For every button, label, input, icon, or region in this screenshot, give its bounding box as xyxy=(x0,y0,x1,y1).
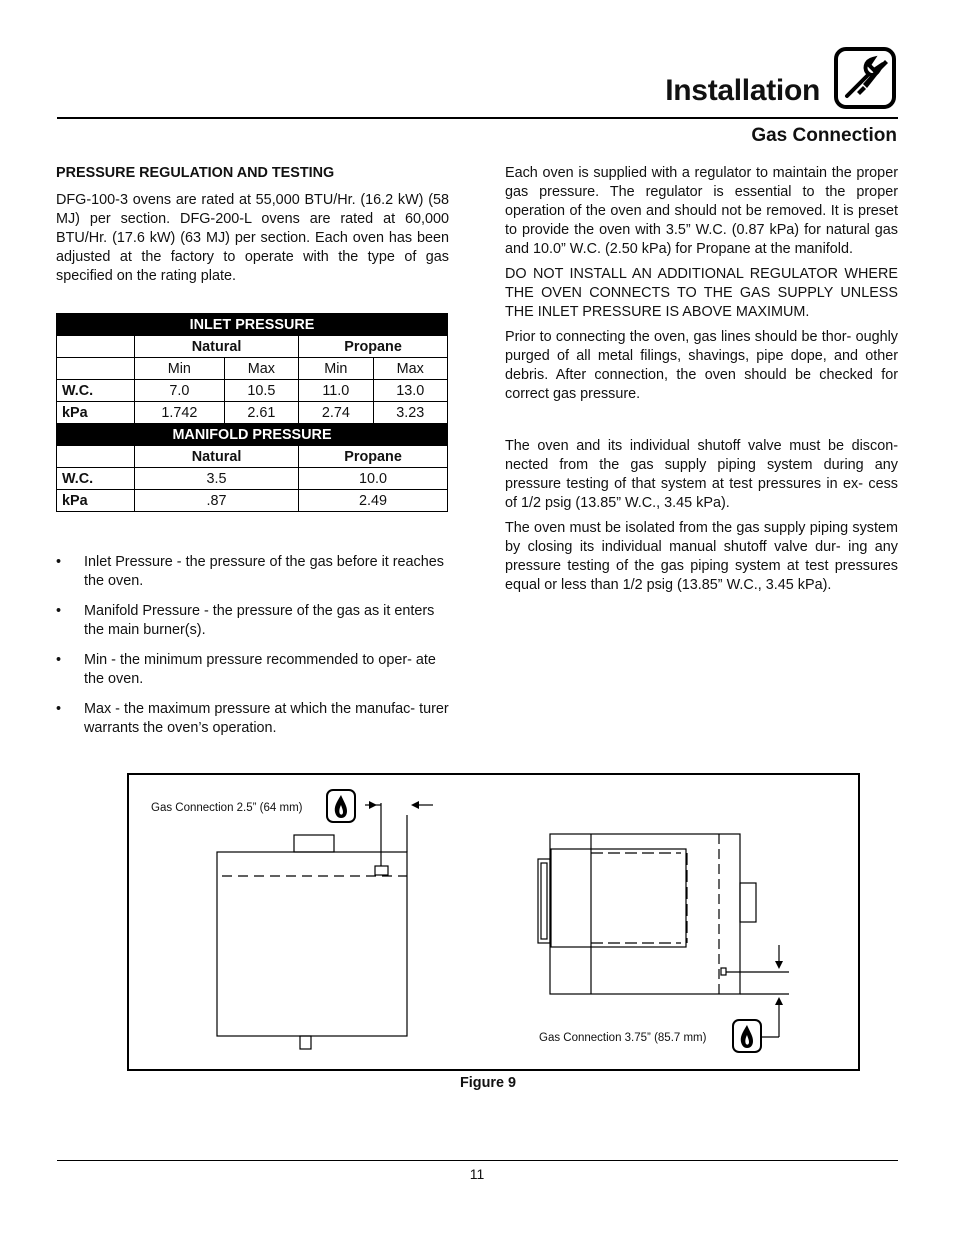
table-cell: 2.49 xyxy=(299,490,448,512)
inlet-pressure-header: INLET PRESSURE xyxy=(57,314,448,336)
wc-label: W.C. xyxy=(57,380,135,402)
section-title: Gas Connection xyxy=(751,125,897,146)
table-cell: 1.742 xyxy=(135,402,225,424)
min-header: Min xyxy=(135,358,225,380)
table-cell: 13.0 xyxy=(373,380,447,402)
max-header: Max xyxy=(373,358,447,380)
figure-frame xyxy=(127,773,860,1071)
min-header: Min xyxy=(299,358,373,380)
table-row xyxy=(57,336,448,358)
table-cell: 7.0 xyxy=(135,380,225,402)
natural-header: Natural xyxy=(135,336,299,358)
table-cell: 10.0 xyxy=(299,468,448,490)
table-row xyxy=(57,314,448,336)
header-rule xyxy=(57,117,898,119)
list-item xyxy=(56,553,449,591)
list-item xyxy=(56,602,449,640)
definition-text: Max - the maximum pressure at which the manufac- turer warrants the oven’s operation. xyxy=(84,701,449,736)
bullet: • xyxy=(56,701,62,717)
table-row xyxy=(57,402,448,424)
table-cell: 2.61 xyxy=(224,402,298,424)
table-row xyxy=(57,446,448,468)
table-row xyxy=(57,358,448,380)
table-cell: 2.74 xyxy=(299,402,373,424)
right-column xyxy=(505,164,898,601)
regulator-paragraph: Each oven is supplied with a regulator to maintain the proper gas pressure. The regulator is essential to the proper operation of the oven and should not be removed. It is preset to provide the oven with 3.5” W.C. (0.87 kPa) for natural gas and 10.0” W.C. (2.50 kPa) for Propane at the manifold. xyxy=(505,165,898,257)
propane-header: Propane xyxy=(299,446,448,468)
side-view xyxy=(538,834,789,1037)
manifold-pressure-header: MANIFOLD PRESSURE xyxy=(57,424,448,446)
table-cell xyxy=(57,446,135,468)
table-cell: 3.5 xyxy=(135,468,299,490)
definition-text: Inlet Pressure - the pressure of the gas before it reaches the oven. xyxy=(84,554,444,589)
wc-label: W.C. xyxy=(57,468,135,490)
table-cell: 11.0 xyxy=(299,380,373,402)
table-cell xyxy=(57,358,135,380)
front-view xyxy=(217,803,433,1049)
page-number: 11 xyxy=(469,1166,485,1182)
warning-paragraph: DO NOT INSTALL AN ADDITIONAL REGULATOR WHERE THE OVEN CONNECTS TO THE GAS SUPPLY UNLESS THE INLET PRESSURE IS ABOVE MAXIMUM. xyxy=(505,266,898,320)
wrench-screwdriver-icon xyxy=(833,46,897,110)
table-cell xyxy=(57,336,135,358)
table-row xyxy=(57,490,448,512)
table-row xyxy=(57,380,448,402)
front-gas-label: Gas Connection 2.5” (64 mm) xyxy=(151,802,303,814)
pressure-table xyxy=(56,313,448,512)
natural-header: Natural xyxy=(135,446,299,468)
list-item xyxy=(56,700,449,738)
bullet: • xyxy=(56,652,62,668)
figure-caption: Figure 9 xyxy=(460,1075,516,1091)
section-heading: PRESSURE REGULATION AND TESTING xyxy=(56,165,335,181)
bullet: • xyxy=(56,554,62,570)
table-row xyxy=(57,468,448,490)
gas-connection-diagram xyxy=(129,775,858,1069)
disconnect-paragraph: The oven and its individual shutoff valve must be discon- nected from the gas supply piping system during any pressure testing of that system at test pressures in ex- cess of 1/2 psig (13.85” W.C., 3.45 kPa). xyxy=(505,438,898,511)
left-column xyxy=(56,164,449,292)
table-cell: 3.23 xyxy=(373,402,447,424)
definitions-list xyxy=(56,553,449,749)
definition-text: Manifold Pressure - the pressure of the gas as it enters the main burner(s). xyxy=(84,603,435,638)
page-title: Installation xyxy=(665,74,820,107)
gas-flame-icon xyxy=(327,790,355,822)
kpa-label: kPa xyxy=(57,490,135,512)
table-cell: .87 xyxy=(135,490,299,512)
list-item xyxy=(56,651,449,689)
max-header: Max xyxy=(224,358,298,380)
side-gas-label: Gas Connection 3.75” (85.7 mm) xyxy=(539,1032,707,1044)
intro-paragraph: DFG-100-3 ovens are rated at 55,000 BTU/Hr. (16.2 kW) (58 MJ) per section. DFG-200-L ovens are rated at 60,000 BTU/Hr. (17.6 kW) (63 MJ) per section. Each oven has been adjusted at the factory to operate with the type of gas specified on the rating plate. xyxy=(56,192,449,284)
bullet: • xyxy=(56,603,62,619)
propane-header: Propane xyxy=(299,336,448,358)
purge-paragraph: Prior to connecting the oven, gas lines should be thor- oughly purged of all metal filings, shavings, pipe dope, and other debris. After connection, the oven should be checked for correct gas pressure. xyxy=(505,329,898,402)
footer-rule xyxy=(57,1160,898,1161)
kpa-label: kPa xyxy=(57,402,135,424)
gas-flame-icon xyxy=(733,1020,761,1052)
table-row xyxy=(57,424,448,446)
table-cell: 10.5 xyxy=(224,380,298,402)
isolate-paragraph: The oven must be isolated from the gas supply piping system by closing its individual manual shutoff valve dur- ing any pressure testing of the gas piping system at test pressures equal or less than 1/2 psig (13.85” W.C., 3.45 kPa). xyxy=(505,520,898,593)
definition-text: Min - the minimum pressure recommended to oper- ate the oven. xyxy=(84,652,436,687)
